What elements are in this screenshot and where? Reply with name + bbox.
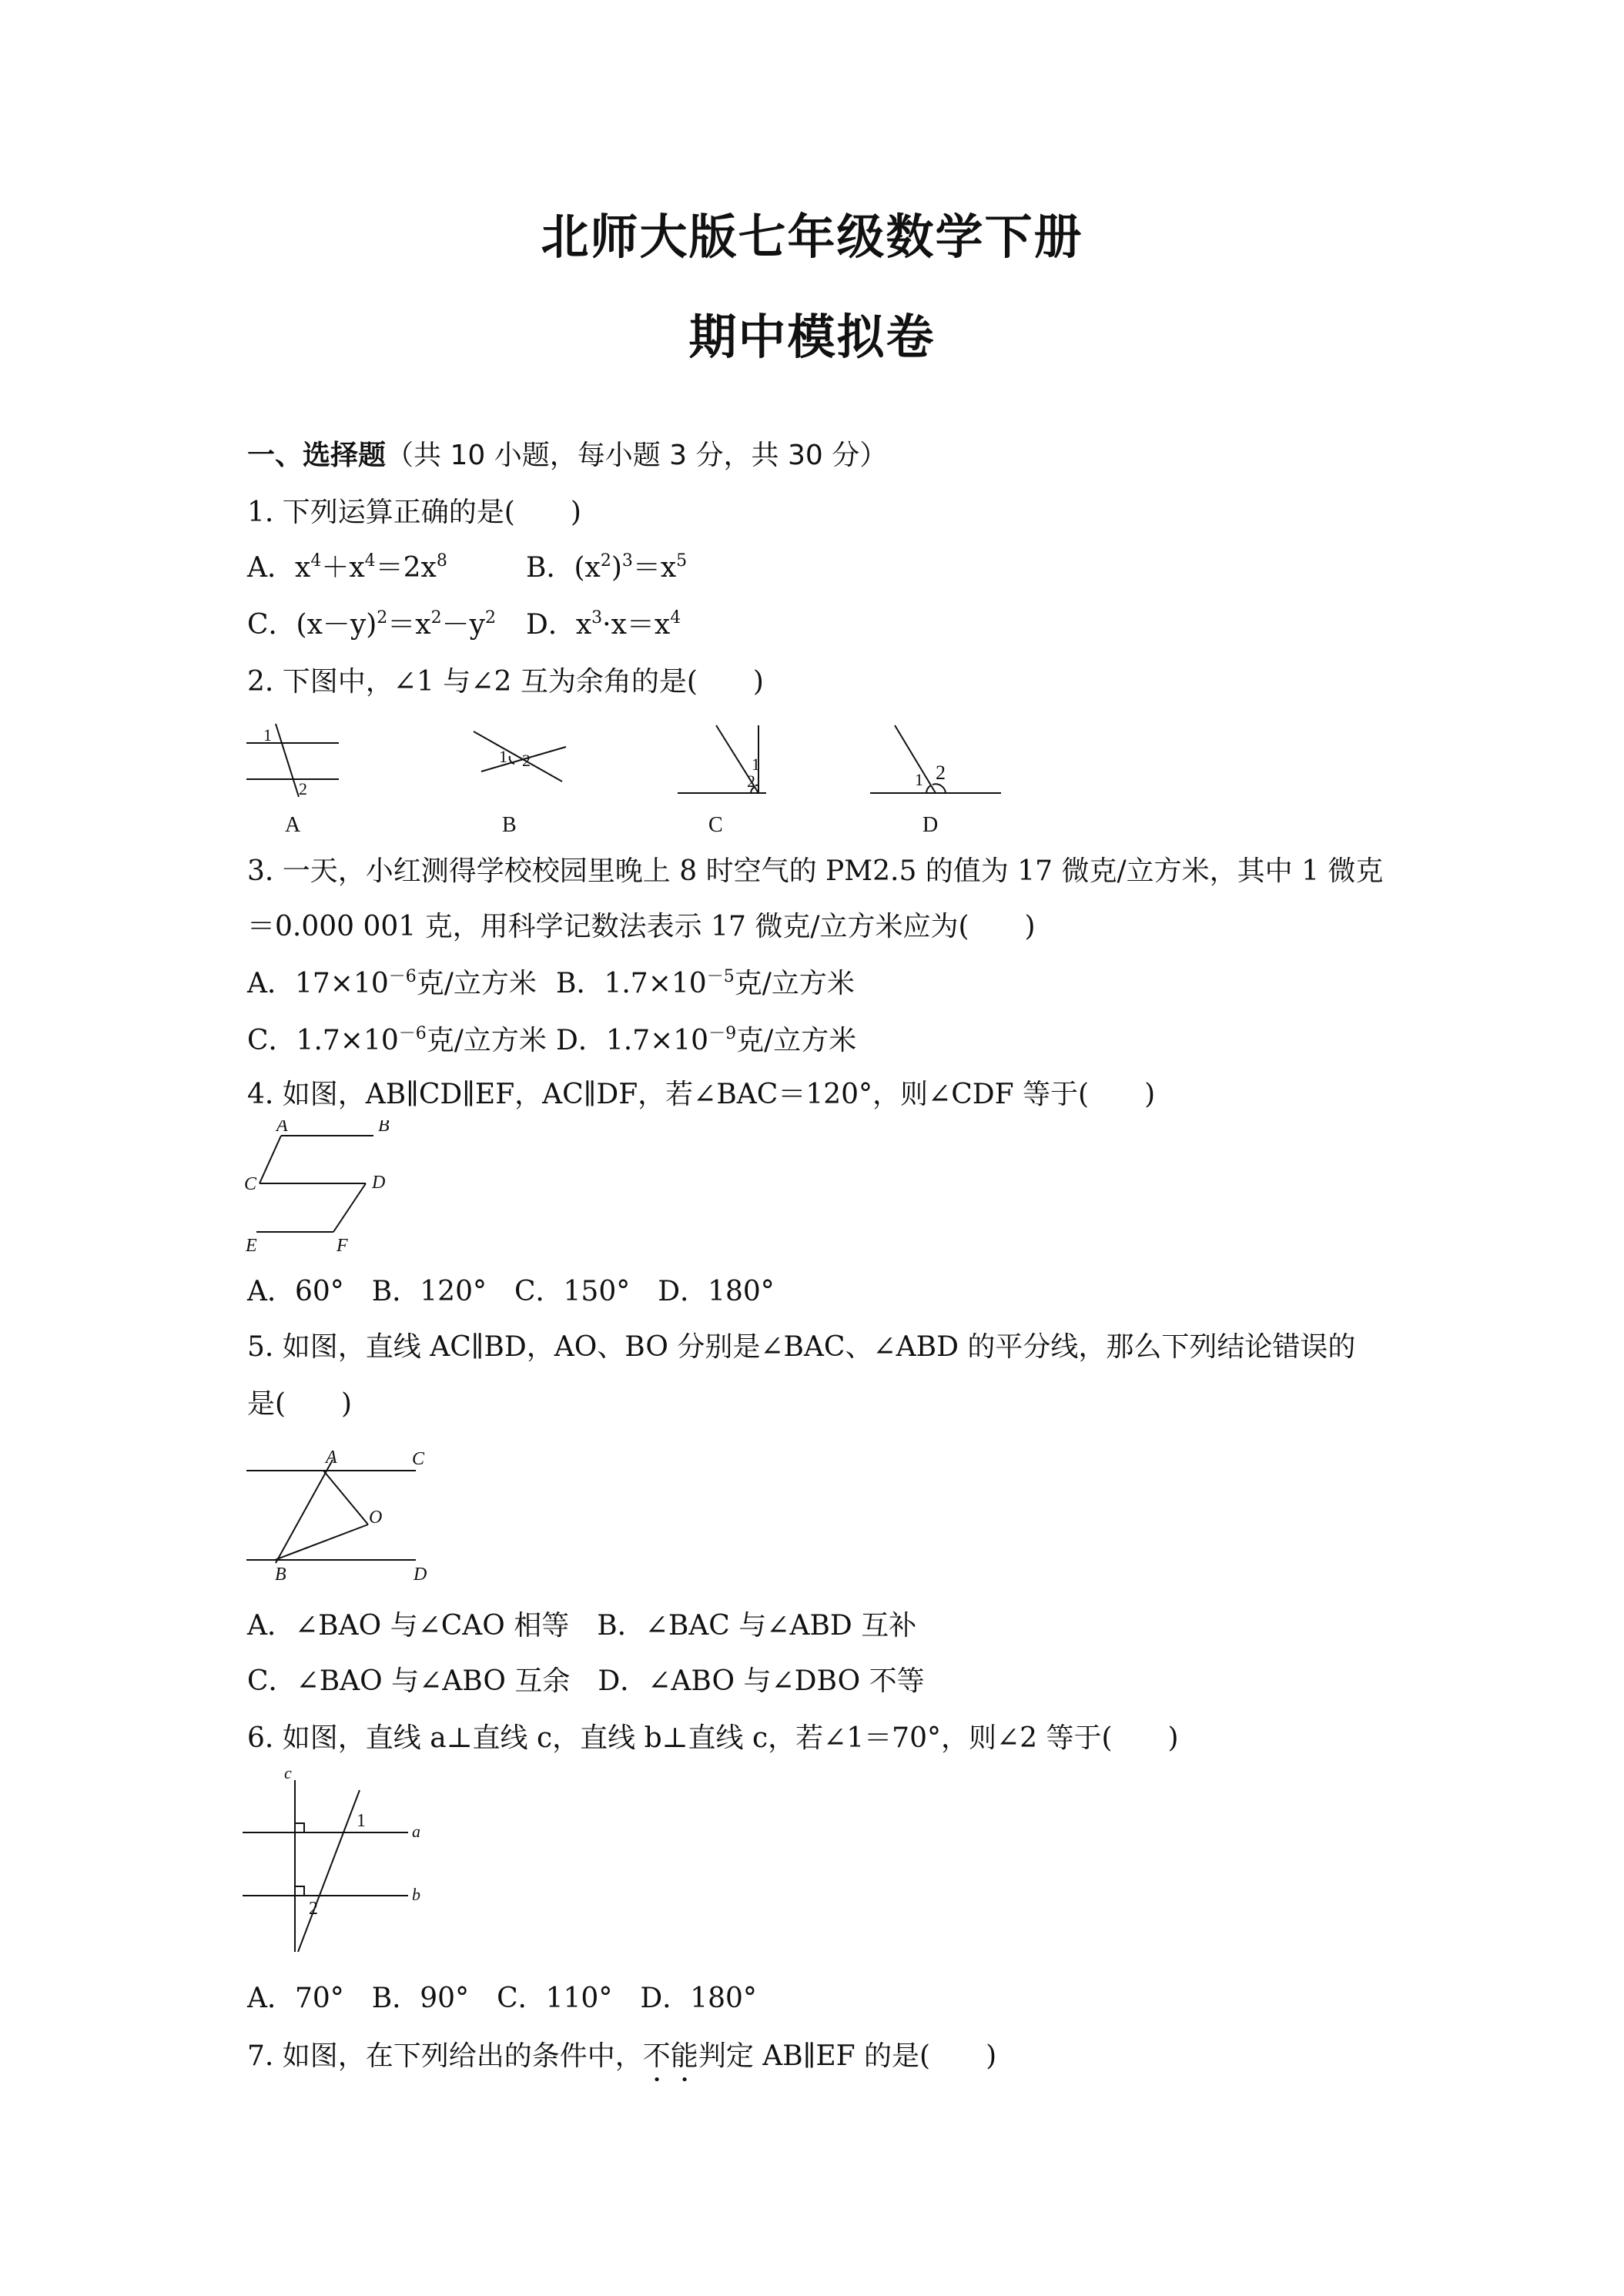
question-3-option-a: A．$17\times 10^{-6}$克/立方米 bbox=[247, 967, 537, 999]
q6-angle-1: 1 bbox=[357, 1811, 366, 1831]
title-line-2: 期中模拟卷 bbox=[688, 309, 936, 365]
figA-angle-2: 2 bbox=[299, 779, 307, 798]
question-1-option-a: A．$x^4+x^4=2x^8$ bbox=[247, 551, 447, 584]
figB-angle-1: 1 bbox=[499, 747, 507, 766]
question-7-stem: 7. 如图，在下列给出的条件中，不能判定 AB∥EF 的是( ) bbox=[247, 2040, 997, 2072]
figC-angle-2: 2 bbox=[747, 771, 755, 791]
figD-angle-1: 1 bbox=[915, 770, 923, 789]
q5-point-a: A bbox=[326, 1448, 337, 1468]
question-4-stem: 4. 如图，AB∥CD∥EF，AC∥DF，若∠BAC＝120°，则∠CDF 等于( ) bbox=[247, 1079, 1156, 1110]
question-6-figure bbox=[243, 1763, 435, 1963]
section-note: （共 10 小题，每小题 3 分，共 30 分） bbox=[386, 440, 888, 471]
q5-line-ao bbox=[323, 1471, 368, 1525]
q4-line-df bbox=[333, 1183, 366, 1232]
question-3-stem-line-1: 3. 一天，小红测得学校校园里晚上 8 时空气的 PM2.5 的值为 17 微克/立方米，其中 1 微克 bbox=[247, 855, 1384, 887]
q4-line-ac bbox=[260, 1136, 281, 1183]
question-1-option-b: B．$(x^2)^3=x^5$ bbox=[526, 551, 688, 584]
figD-angle-2: 2 bbox=[936, 761, 946, 784]
figB-label: B bbox=[502, 813, 517, 837]
question-3-stem-line-2: ＝0.000 001 克，用科学记数法表示 17 微克/立方米应为( ) bbox=[247, 911, 1036, 942]
question-1-stem: 1. 下列运算正确的是( ) bbox=[247, 497, 581, 528]
q4-point-b: B bbox=[378, 1120, 390, 1136]
question-5-options-line-1: A．∠BAO 与∠CAO 相等 B．∠BAC 与∠ABD 互补 bbox=[247, 1610, 917, 1642]
question-3-option-d: D．$1.7\times 10^{-9}$克/立方米 bbox=[556, 1024, 857, 1056]
figC-label: C bbox=[708, 813, 723, 837]
question-6-options: A．70° B．90° C．110° D．180° bbox=[247, 1983, 757, 2014]
section-title: 一、选择题 bbox=[247, 440, 387, 471]
question-5-options-line-2: C．∠BAO 与∠ABO 互余 D．∠ABO 与∠DBO 不等 bbox=[247, 1665, 925, 1697]
q6-label-a: a bbox=[412, 1822, 420, 1841]
q5-point-b: B bbox=[275, 1565, 286, 1585]
question-5-stem-line-1: 5. 如图，直线 AC∥BD，AO、BO 分别是∠BAC、∠ABD 的平分线，那么下列结论错误的 bbox=[247, 1331, 1356, 1363]
figC-angle-1: 1 bbox=[752, 755, 760, 774]
question-1-option-d: D．$x^3\cdot x=x^4$ bbox=[526, 608, 681, 641]
figA-transversal bbox=[276, 724, 299, 797]
q6-transversal bbox=[298, 1790, 360, 1952]
figB-line-1 bbox=[474, 731, 562, 782]
q6-label-b: b bbox=[412, 1885, 420, 1904]
figB-angle-2: 2 bbox=[522, 751, 531, 770]
figD-arc-1 bbox=[926, 785, 931, 793]
q5-point-c: C bbox=[412, 1449, 425, 1469]
q5-line-ab bbox=[276, 1460, 333, 1563]
q6-right-angle-a bbox=[295, 1823, 304, 1832]
q6-angle-2: 2 bbox=[309, 1899, 318, 1919]
question-3-option-c: C．$1.7\times 10^{-6}$克/立方米 bbox=[247, 1024, 547, 1056]
question-5-stem-line-2: 是( ) bbox=[247, 1388, 353, 1420]
figA-label: A bbox=[285, 813, 301, 837]
q6-label-c: c bbox=[284, 1763, 292, 1782]
question-2-figures bbox=[231, 708, 1016, 839]
section-heading bbox=[247, 442, 887, 470]
q4-point-e: E bbox=[246, 1236, 257, 1255]
q6-right-angle-b bbox=[295, 1886, 304, 1896]
question-7-emphasis: 不能 bbox=[642, 2040, 698, 2072]
q4-point-d: D bbox=[372, 1173, 386, 1193]
question-2-stem: 2. 下图中，∠1 与∠2 互为余角的是( ) bbox=[247, 666, 764, 698]
figD-label: D bbox=[922, 813, 939, 837]
title-line-1: 北师大版七年级数学下册 bbox=[541, 209, 1083, 265]
question-4-options: A．60° B．120° C．150° D．180° bbox=[247, 1276, 775, 1307]
q5-point-d: D bbox=[414, 1565, 427, 1585]
question-5-figure bbox=[243, 1440, 443, 1586]
q4-point-c: C bbox=[244, 1174, 257, 1194]
q4-point-f: F bbox=[337, 1236, 348, 1255]
question-1-option-c: C．$(x-y)^2=x^2-y^2$ bbox=[247, 608, 496, 641]
question-4-figure bbox=[243, 1120, 412, 1255]
figA-angle-1: 1 bbox=[263, 725, 272, 745]
question-3-option-b: B．$1.7\times 10^{-5}$克/立方米 bbox=[556, 967, 855, 999]
q5-line-bo bbox=[275, 1525, 368, 1560]
q5-point-o: O bbox=[369, 1508, 383, 1528]
q4-point-a: A bbox=[276, 1120, 288, 1136]
question-6-stem: 6. 如图，直线 a⊥直线 c，直线 b⊥直线 c，若∠1＝70°，则∠2 等于( ) bbox=[247, 1722, 1179, 1754]
